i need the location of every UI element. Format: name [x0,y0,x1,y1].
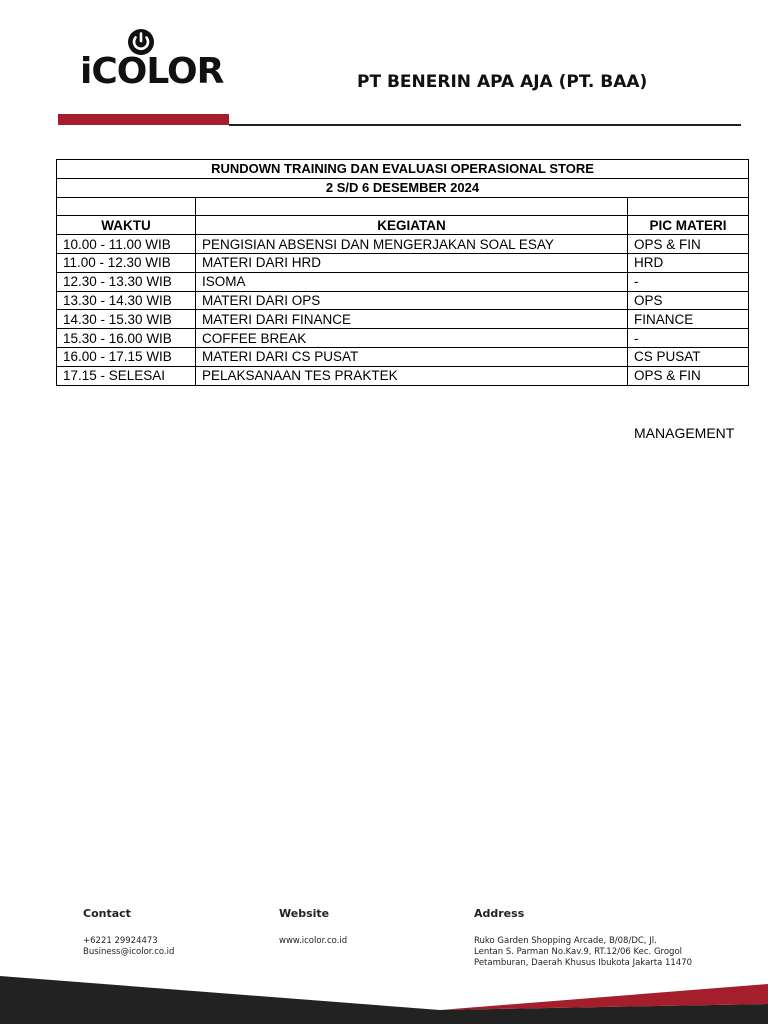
rundown-table [56,159,749,386]
cell-waktu: 10.00 - 11.00 WIB [57,235,196,254]
table-row [57,366,749,385]
cell-kegiatan: MATERI DARI HRD [196,253,628,272]
table-date-row [57,178,749,197]
footer-phone: +6221 29924473 [83,936,158,946]
cell-waktu: 16.00 - 17.15 WIB [57,347,196,366]
footer-contact-heading: Contact [83,907,131,920]
column-header-pic: PIC MATERI [628,216,749,235]
company-name: PT BENERIN APA AJA (PT. BAA) [357,72,648,92]
spacer-cell [57,197,196,216]
table-row [57,291,749,310]
cell-kegiatan: MATERI DARI CS PUSAT [196,347,628,366]
cell-kegiatan: COFFEE BREAK [196,329,628,348]
signature-label: MANAGEMENT [634,425,735,441]
cell-waktu: 13.30 - 14.30 WIB [57,291,196,310]
table-row [57,253,749,272]
table-row [57,329,749,348]
table-row [57,347,749,366]
footer-address [474,906,692,969]
cell-pic: - [628,272,749,291]
cell-waktu: 12.30 - 13.30 WIB [57,272,196,291]
header-divider [229,124,741,126]
footer-contact [83,906,174,958]
table-row [57,235,749,254]
cell-waktu: 14.30 - 15.30 WIB [57,310,196,329]
table-title: RUNDOWN TRAINING DAN EVALUASI OPERASIONAL STORE [57,160,749,179]
cell-kegiatan: MATERI DARI FINANCE [196,310,628,329]
cell-waktu: 17.15 - SELESAI [57,366,196,385]
cell-pic: FINANCE [628,310,749,329]
cell-kegiatan: PENGISIAN ABSENSI DAN MENGERJAKAN SOAL ESAY [196,235,628,254]
cell-pic: - [628,329,749,348]
table-row [57,310,749,329]
cell-waktu: 11.00 - 12.30 WIB [57,253,196,272]
column-header-waktu: WAKTU [57,216,196,235]
table-row [57,272,749,291]
footer-website-heading: Website [279,907,330,920]
cell-kegiatan: PELAKSANAAN TES PRAKTEK [196,366,628,385]
footer-email[interactable]: Business@icolor.co.id [83,947,175,957]
cell-kegiatan: MATERI DARI OPS [196,291,628,310]
spacer-cell [196,197,628,216]
cell-kegiatan: ISOMA [196,272,628,291]
footer-website-url[interactable]: www.icolor.co.id [279,936,348,946]
cell-pic: HRD [628,253,749,272]
cell-pic: CS PUSAT [628,347,749,366]
spacer-cell [628,197,749,216]
footer-address-line: Lentan S. Parman No.Kav.9, RT.12/06 Kec. Grogol [474,947,683,957]
footer-address-heading: Address [474,907,525,920]
company-logo [80,24,224,94]
table-title-row [57,160,749,179]
cell-pic: OPS & FIN [628,366,749,385]
footer-address-line: Ruko Garden Shopping Arcade, B/08/DC, Jl. [474,936,657,946]
cell-pic: OPS & FIN [628,235,749,254]
table-date: 2 S/D 6 DESEMBER 2024 [57,178,749,197]
cell-waktu: 15.30 - 16.00 WIB [57,329,196,348]
footer-website [279,906,347,947]
logo-text: iCOLOR [80,51,224,92]
footer-decoration [0,964,768,1024]
table-spacer-row [57,197,749,216]
table-header-row [57,216,749,235]
header-accent-bar [58,114,229,125]
column-header-kegiatan: KEGIATAN [196,216,628,235]
cell-pic: OPS [628,291,749,310]
footer-address-line: Petamburan, Daerah Khusus Ibukota Jakarta 11470 [474,958,693,968]
